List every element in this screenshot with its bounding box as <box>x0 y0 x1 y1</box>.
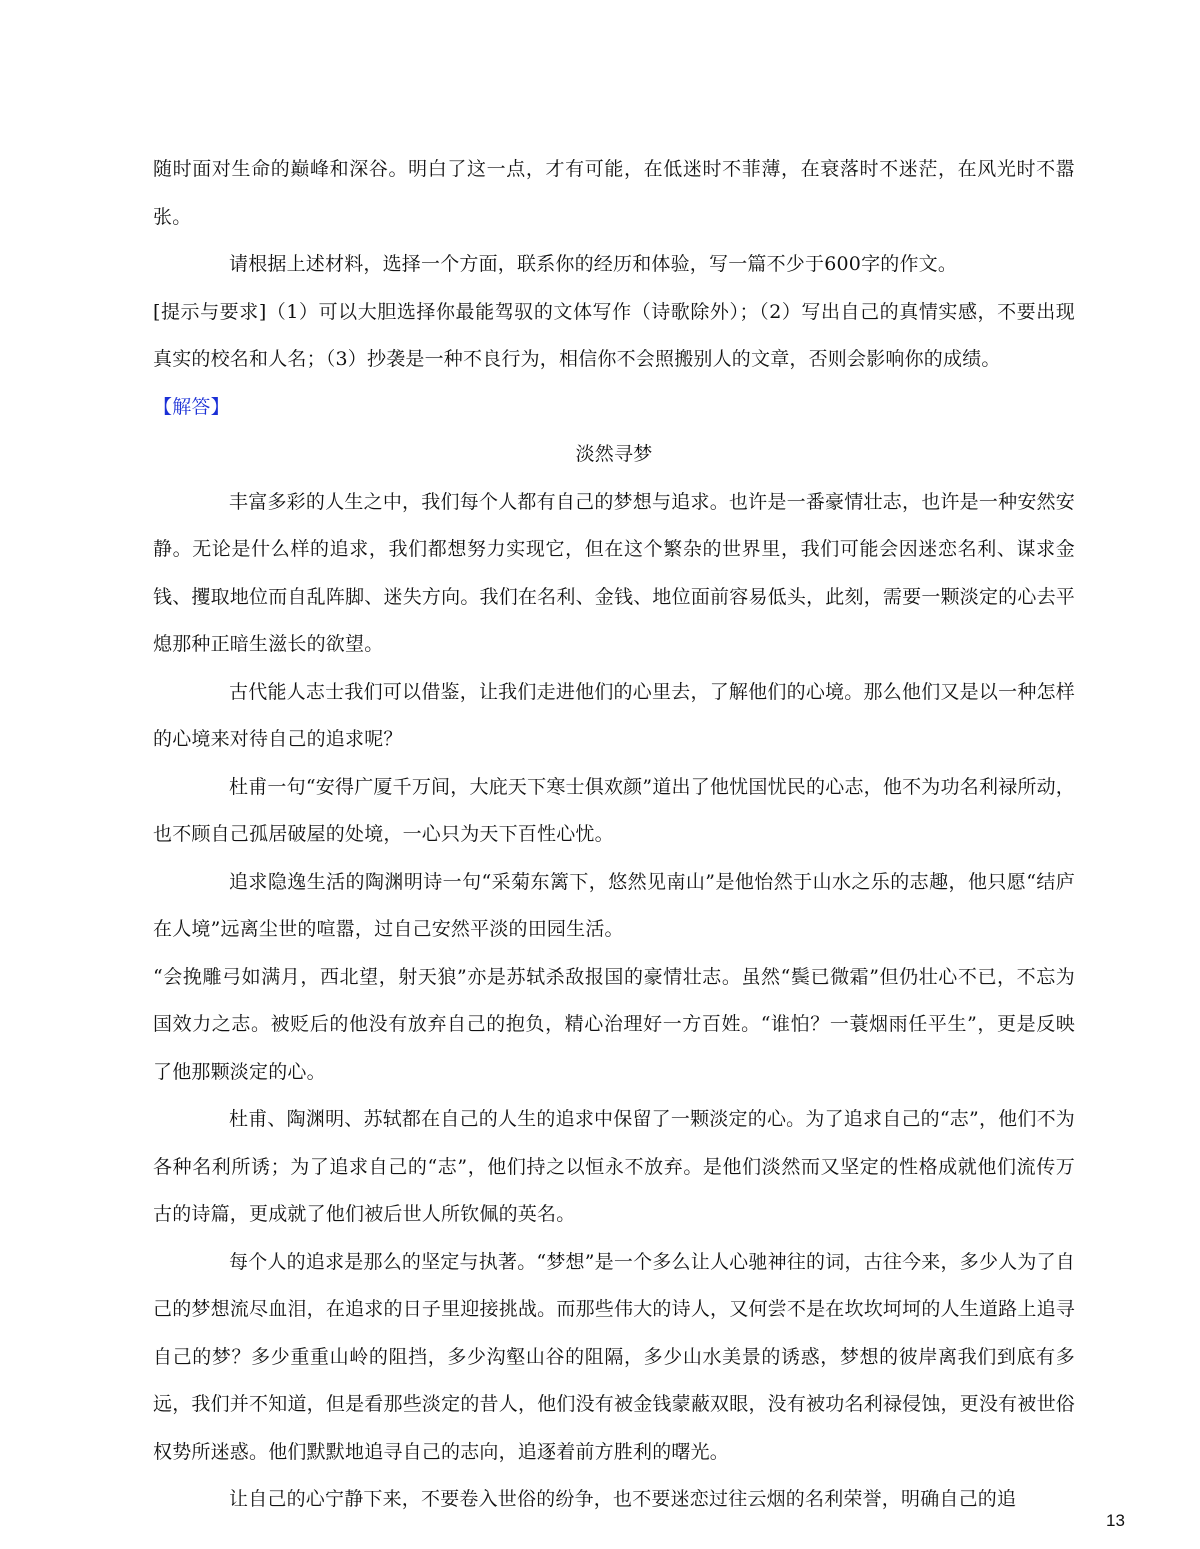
essay-paragraph: 古代能人志士我们可以借鉴，让我们走进他们的心里去，了解他们的心境。那么他们又是以一种怎样的心境来对待自己的追求呢？ <box>153 680 1075 750</box>
essay-paragraph: 让自己的心宁静下来，不要卷入世俗的纷争，也不要迷恋过往云烟的名利荣誉，明确自己的追 <box>229 1488 1017 1510</box>
essay-title: 淡然寻梦 <box>575 443 653 465</box>
paragraph-requirements: [提示与要求]（1）可以大胆选择你最能驾驭的文体写作（诗歌除外）；（2）写出自己的真情实感，不要出现真实的校名和人名；（3）抄袭是一种不良行为，相信你不会照搬别人的文章，否则会影响你的成绩。 <box>153 300 1075 370</box>
paragraph-task: 请根据上述材料，选择一个方面，联系你的经历和体验，写一篇不少于600字的作文。 <box>229 253 958 275</box>
essay-paragraph: “会挽雕弓如满月，西北望，射天狼”亦是苏轼杀敌报国的豪情壮志。虽然“鬓已微霜”但仍壮心不已，不忘为国效力之志。被贬后的他没有放弃自己的抱负，精心治理好一方百姓。“谁怕？一蓑烟雨任平生”，更是反映了他那颗淡定的心。 <box>153 965 1075 1083</box>
essay-paragraph: 杜甫、陶渊明、苏轼都在自己的人生的追求中保留了一颗淡定的心。为了追求自己的“志”，他们不为各种名利所诱；为了追求自己的“志”，他们持之以恒永不放弃。是他们淡然而又坚定的性格成就他们流传万古的诗篇，更成就了他们被后世人所钦佩的英名。 <box>153 1108 1075 1225</box>
answer-label: 【解答】 <box>153 395 230 418</box>
paragraph-material-end: 随时面对生命的巅峰和深谷。明白了这一点，才有可能，在低迷时不菲薄，在衰落时不迷茫，在风光时不嚣张。 <box>153 158 1075 228</box>
essay-paragraph: 追求隐逸生活的陶渊明诗一句“采菊东篱下，悠然见南山”是他怡然于山水之乐的志趣，他只愿“结庐在人境”远离尘世的喧嚣，过自己安然平淡的田园生活。 <box>153 870 1075 940</box>
page-number: 13 <box>1106 1511 1125 1530</box>
document-page <box>153 146 1075 1524</box>
essay-paragraph: 丰富多彩的人生之中，我们每个人都有自己的梦想与追求。也许是一番豪情壮志，也许是一种安然安静。无论是什么样的追求，我们都想努力实现它，但在这个繁杂的世界里，我们可能会因迷恋名利、谋求金钱、攫取地位而自乱阵脚、迷失方向。我们在名利、金钱、地位面前容易低头，此刻，需要一颗淡定的心去平熄那种正暗生滋长的欲望。 <box>153 490 1075 655</box>
essay-paragraph: 杜甫一句“安得广厦千万间，大庇天下寒士俱欢颜”道出了他忧国忧民的心志，他不为功名利禄所动，也不顾自己孤居破屋的处境，一心只为天下百性心忧。 <box>153 775 1075 845</box>
essay-paragraph: 每个人的追求是那么的坚定与执著。“梦想”是一个多么让人心驰神往的词，古往今来，多少人为了自己的梦想流尽血泪，在追求的日子里迎接挑战。而那些伟大的诗人，又何尝不是在坎坎坷坷的人生道路上追寻自己的梦？多少重重山岭的阻挡，多少沟壑山谷的阻隔，多少山水美景的诱惑，梦想的彼岸离我们到底有多远，我们并不知道，但是看那些淡定的昔人，他们没有被金钱蒙蔽双眼，没有被功名利禄侵蚀，更没有被世俗权势所迷惑。他们默默地追寻自己的志向，追逐着前方胜利的曙光。 <box>153 1250 1075 1463</box>
